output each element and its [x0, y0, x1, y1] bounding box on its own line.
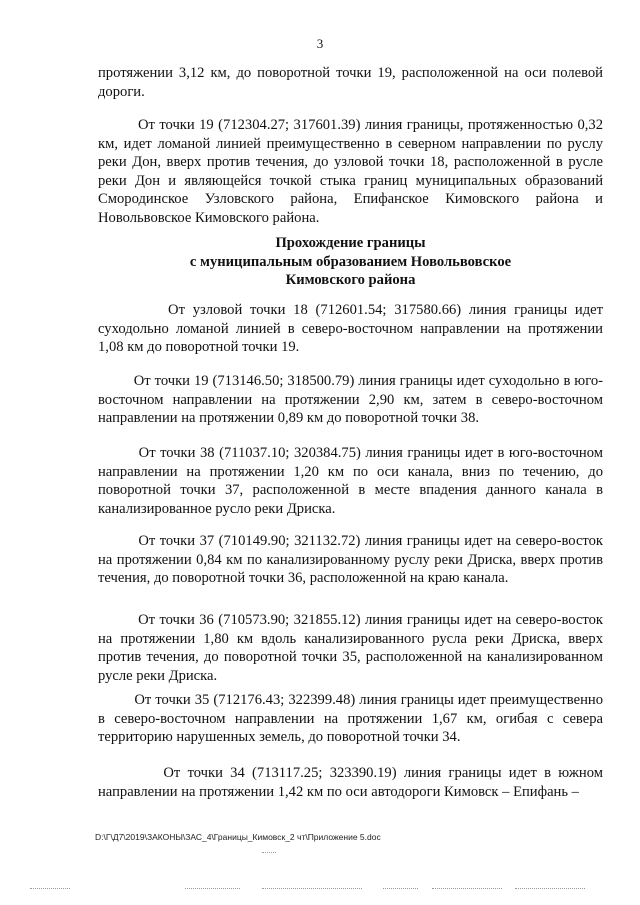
- scan-artifact: [262, 852, 276, 853]
- scan-artifact: [30, 888, 70, 889]
- paragraph-3: От узловой точки 18 (712601.54; 317580.66) линия границы идет суходольно ломаной линией в северо-восточном направлении на протяжении 1,08 км до поворотной точки 19.: [98, 302, 603, 355]
- paragraph-5: От точки 38 (711037.10; 320384.75) линия границы идет в юго-восточном направлении на протяжении 1,20 км по оси канала, вниз по течению, до поворотной точки 37, расположенной в месте впадения данного канала в канализированное русло реки Дриска.: [98, 445, 603, 517]
- paragraph-8: От точки 35 (712176.43; 322399.48) линия границы идет преимущественно в северо-восточном направлении на протяжении 1,67 км, огибая с севера территорию нарушенных земель, до поворотной точки 34.: [98, 692, 603, 745]
- page-number: 3: [316, 36, 324, 51]
- section-heading: Прохождение границы с муниципальным образованием Новольвовское Кимовского района: [189, 235, 512, 288]
- scan-artifact: [515, 888, 585, 889]
- scan-artifact: [383, 888, 418, 889]
- scan-artifact: [185, 888, 240, 889]
- paragraph-1: протяжении 3,12 км, до поворотной точки 19, расположенной на оси полевой дороги.: [98, 65, 603, 100]
- paragraph-9: От точки 34 (713117.25; 323390.19) линия границы идет в южном направлении на протяжении 1,42 км по оси автодороги Кимовск – Епифань –: [98, 765, 603, 800]
- file-path-footer: D:\Г\Д7\2019\ЗАКОНЫ\ЗАС_4\Границы_Кимовск_2 чт\Приложение 5.doc: [95, 832, 381, 842]
- paragraph-7: От точки 36 (710573.90; 321855.12) линия границы идет на северо-восток на протяжении 1,80 км вдоль канализированного русла реки Дриска, вверх против течения, до поворотной точки 35, расположенной на канализированном русле реки Дриска.: [98, 612, 603, 684]
- paragraph-6: От точки 37 (710149.90; 321132.72) линия границы идет на северо-восток на протяжении 0,84 км по канализированному руслу реки Дриска, вверх против течения, до поворотной точки 36, расположенной на краю канала.: [98, 533, 603, 586]
- paragraph-2: От точки 19 (712304.27; 317601.39) линия границы, протяженностью 0,32 км, идет ломаной линией преимущественно в северном направлении по руслу реки Дон, вверх против течения, до узловой точки 18, расположенной в русле реки Дон и являющейся точкой стыка границ муниципальных образований Смородинское Узловского района, Епифанское Кимовского района и Новольвовское Кимовского района.: [98, 117, 603, 226]
- scan-artifact: [262, 888, 362, 889]
- scan-artifact: [432, 888, 502, 889]
- paragraph-4: От точки 19 (713146.50; 318500.79) линия границы идет суходольно в юго-восточном направлении на протяжении 2,90 км, затем в северо-восточном направлении на протяжении 0,89 км до поворотной точки 38.: [98, 373, 603, 426]
